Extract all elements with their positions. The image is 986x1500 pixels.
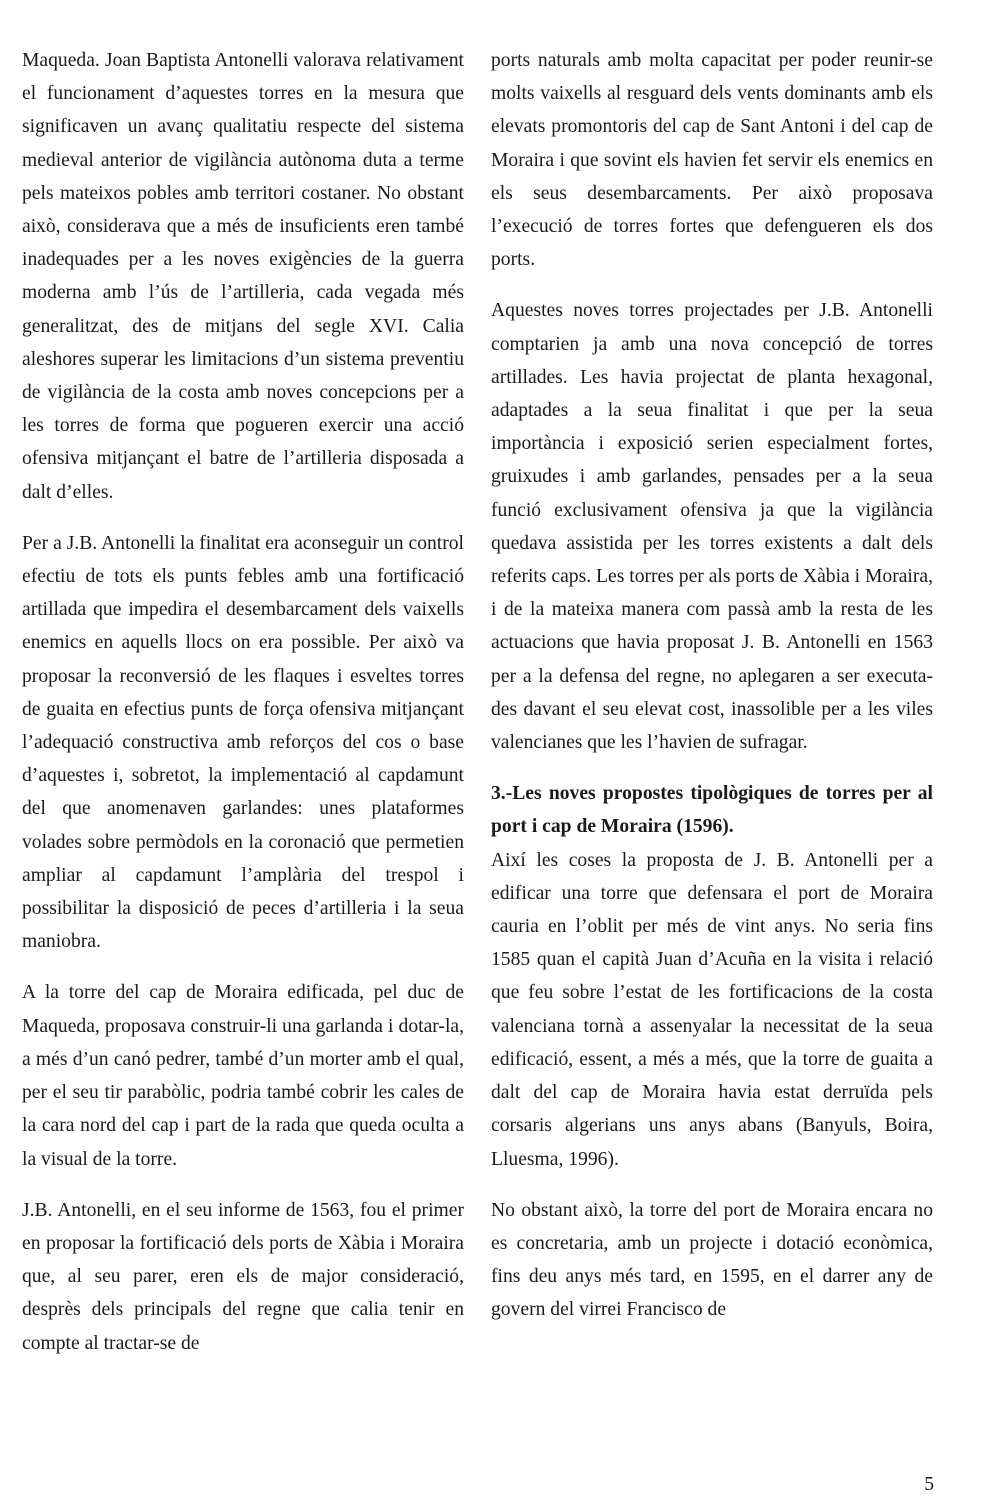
paragraph: Per a J.B. Antonelli la finalitat era aconseguir un control efectiu de tots els punts febles amb una fortificació artillada que impedira el desembarcament dels vaixells enemics en aquells llocs on era possible. Per això va proposar la reconversió de les flaques i esveltes torres de guaita en efectius punts de força ofensiva mitjançant l’adequació constructiva amb reforços del cos o base d’aquestes i, sobretot, la implementació al capdamunt del que anomenaven garlandes: unes plataformes volades sobre permòdols en la coronació que permetien ampliar al capdamunt l’amplària del trespol i possibilitar la disposició de peces d’artilleria i la seua maniobra. [22, 532, 464, 953]
paragraph: Maqueda. Joan Baptista Antonelli valorava relativament el funcionament d’aquestes torres en la mesura que significaven un avanç qualitatiu respecte del sistema medieval anterior de vigilància autònoma duta a terme pels mateixos pobles amb territori costaner. No obstant això, considerava que a més de insuficients eren també inadequades per a les noves exigències de la guerra moderna amb l’ús de l’artilleria, cada vegada més generalitzat, des de mitjans del segle XVI. Calia aleshores superar les limitacions d’un sistema preventiu de vigilància de la costa amb noves concepcions per a les torres de forma que pogueren exercir una acció ofensiva mitjançant el batre de l’artilleria disposada a dalt d’elles. [22, 50, 464, 503]
paragraph: Aquestes noves torres projectades per J.B. Antonelli comptarien ja amb una nova concepció de torres artillades. Les havia projectat de planta hexagonal, adaptades a la seua finalitat i que per la seua importància i exposició serien especialment fortes, gruixudes i amb garlandes, pensades per a la seua funció exclusivament ofensiva ja que la vigilància quedava assistida per les torres existents a dalt dels referits caps. Les torres per als ports de Xàbia i Moraira, i de la mateixa manera com passà amb la resta de les actuacions que havia proposat J. B. Antonelli en 1563 per a la defensa del regne, no aplegaren a ser executades davant el seu elevat cost, inassolible per a les viles valencianes que les l’havien de sufragar. [491, 300, 933, 754]
left-column [22, 44, 464, 1360]
paragraph: Així les coses la proposta de J. B. Antonelli per a edificar una torre que defensara el port de Moraira cauria en l’oblit per més de vint anys. No seria fins 1585 quan el capità Juan d’Acuña en la visita i relació que feu sobre l’estat de les fortificacions de la costa valenciana tornà a assenyalar la necessitat de la seua edificació, essent, a més a més, que la torre de guaita a dalt del cap de Moraira havia estat derruïda pels corsaris algerians uns anys abans (Banyuls, Boira, Lluesma, 1996). [491, 849, 933, 1170]
paragraph: No obstant això, la torre del port de Moraira encara no es concretaria, amb un projecte i dotació econòmica, fins deu anys més tard, en 1595, en el darrer any de govern del virrei Francisco de [491, 1199, 933, 1321]
section-heading: 3.-Les noves propostes tipològiques de torres per al port i cap de Moraira (1596). [491, 783, 933, 838]
right-column [491, 44, 933, 1327]
page-number: 5 [924, 1474, 934, 1495]
paragraph: ports naturals amb molta capacitat per poder reunir-se molts vaixells al resguard dels vents dominants amb els elevats promontoris del cap de Sant Antoni i del cap de Moraira i que sovint els havien fet servir els enemics en els seus desembarcaments. Per això proposava l’execució de torres fortes que defengueren els dos ports. [491, 50, 933, 271]
paragraph: A la torre del cap de Moraira edificada, pel duc de Maqueda, proposava construir-li una garlanda i dotar-la, a més d’un canó pedrer, també d’un morter amb el qual, per el seu tir parabòlic, podria també cobrir les cales de la cara nord del cap i part de la rada que queda oculta a la visual de la torre. [22, 982, 464, 1170]
paragraph: J.B. Antonelli, en el seu informe de 1563, fou el primer en proposar la fortificació dels ports de Xàbia i Moraira que, al seu parer, eren els de major consideració, desprès dels principals del regne que calia tenir en compte al tractar-se de [22, 1199, 464, 1354]
